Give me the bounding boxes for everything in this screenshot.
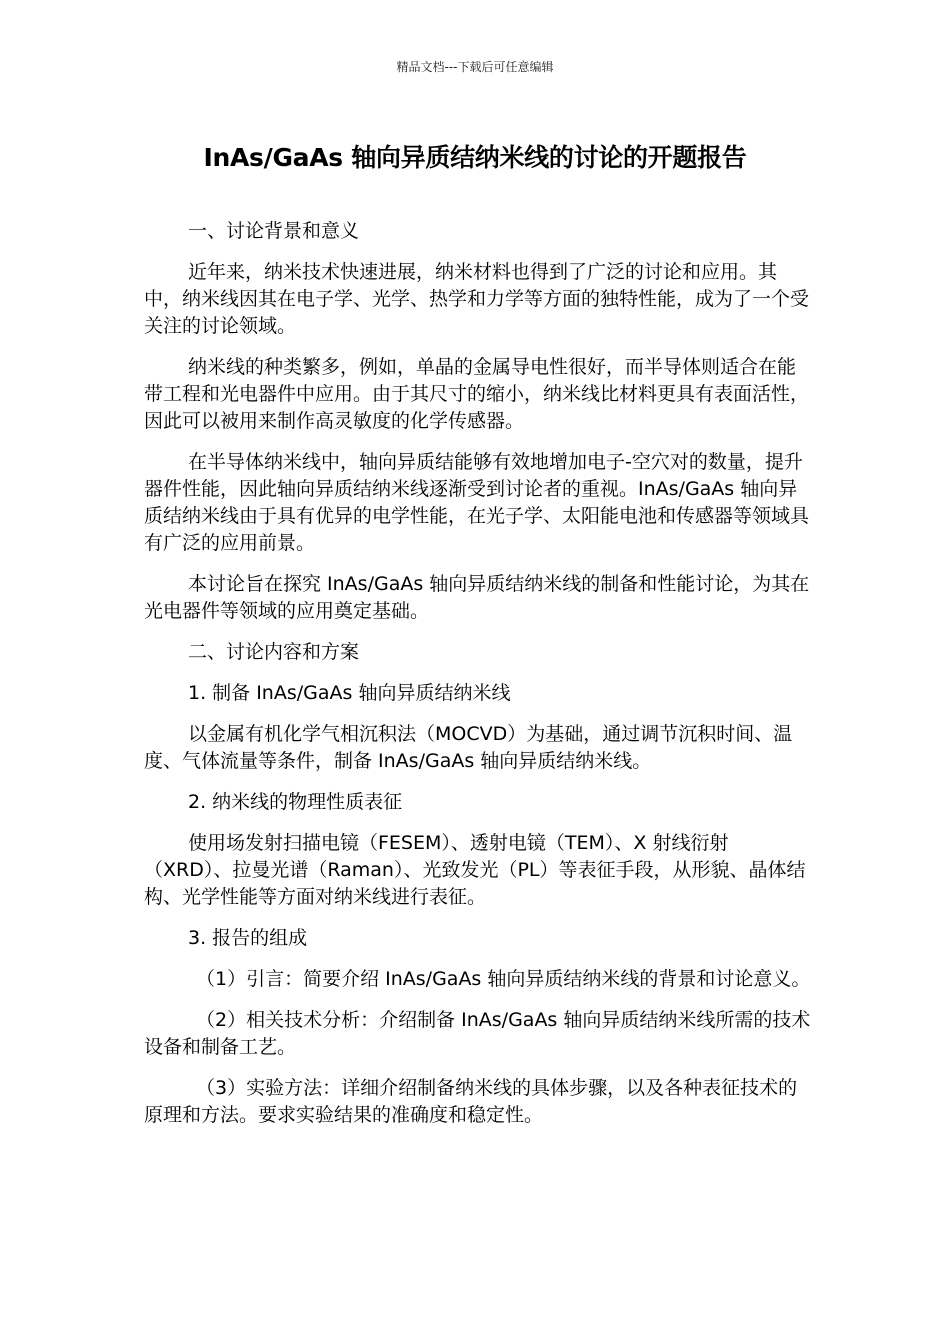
page-header: 精品文档---下载后可任意编辑: [396, 60, 554, 74]
paragraph: 在半导体纳米线中，轴向异质结能够有效地增加电子-空穴对的数量，提升器件性能，因此轴向异质结纳米线逐渐受到讨论者的重视。InAs/GaAs 轴向异质结纳米线由于具有优异的电学性能，在光子学、太阳能电池和传感器等领域具有广泛的应用前景。: [144, 451, 810, 554]
document-body: [144, 218, 814, 1143]
document-title: InAs/GaAs 轴向异质结纳米线的讨论的开题报告: [203, 143, 747, 172]
subsection-heading: 3. 报告的组成: [188, 927, 308, 949]
subsection-heading: 1. 制备 InAs/GaAs 轴向异质结纳米线: [188, 682, 511, 704]
paragraph: 本讨论旨在探究 InAs/GaAs 轴向异质结纳米线的制备和性能讨论，为其在光电器件等领域的应用奠定基础。: [144, 573, 810, 622]
subsection-heading: 2. 纳米线的物理性质表征: [188, 791, 403, 813]
section-heading: 二、讨论内容和方案: [188, 641, 360, 663]
list-item: （2）相关技术分析：介绍制备 InAs/GaAs 轴向异质结纳米线所需的技术设备和制备工艺。: [144, 1009, 811, 1058]
paragraph: 纳米线的种类繁多，例如，单晶的金属导电性很好，而半导体则适合在能带工程和光电器件中应用。由于其尺寸的缩小，纳米线比材料更具有表面活性，因此可以被用来制作高灵敏度的化学传感器。: [144, 356, 810, 432]
paragraph: 以金属有机化学气相沉积法（MOCVD）为基础，通过调节沉积时间、温度、气体流量等条件，制备 InAs/GaAs 轴向异质结纳米线。: [144, 723, 793, 772]
section-heading: 一、讨论背景和意义: [188, 220, 360, 242]
paragraph: 使用场发射扫描电镜（FESEM）、透射电镜（TEM）、X 射线衍射（XRD）、拉曼光谱（Raman）、光致发光（PL）等表征手段，从形貌、晶体结构、光学性能等方面对纳米线进行表征。: [144, 832, 806, 908]
list-item: （3）实验方法：详细介绍制备纳米线的具体步骤，以及各种表征技术的原理和方法。要求实验结果的准确度和稳定性。: [144, 1077, 798, 1126]
list-item: （1）引言：简要介绍 InAs/GaAs 轴向异质结纳米线的背景和讨论意义。: [196, 968, 811, 990]
paragraph: 近年来，纳米技术快速进展，纳米材料也得到了广泛的讨论和应用。其中，纳米线因其在电子学、光学、热学和力学等方面的独特性能，成为了一个受关注的讨论领域。: [144, 261, 810, 337]
